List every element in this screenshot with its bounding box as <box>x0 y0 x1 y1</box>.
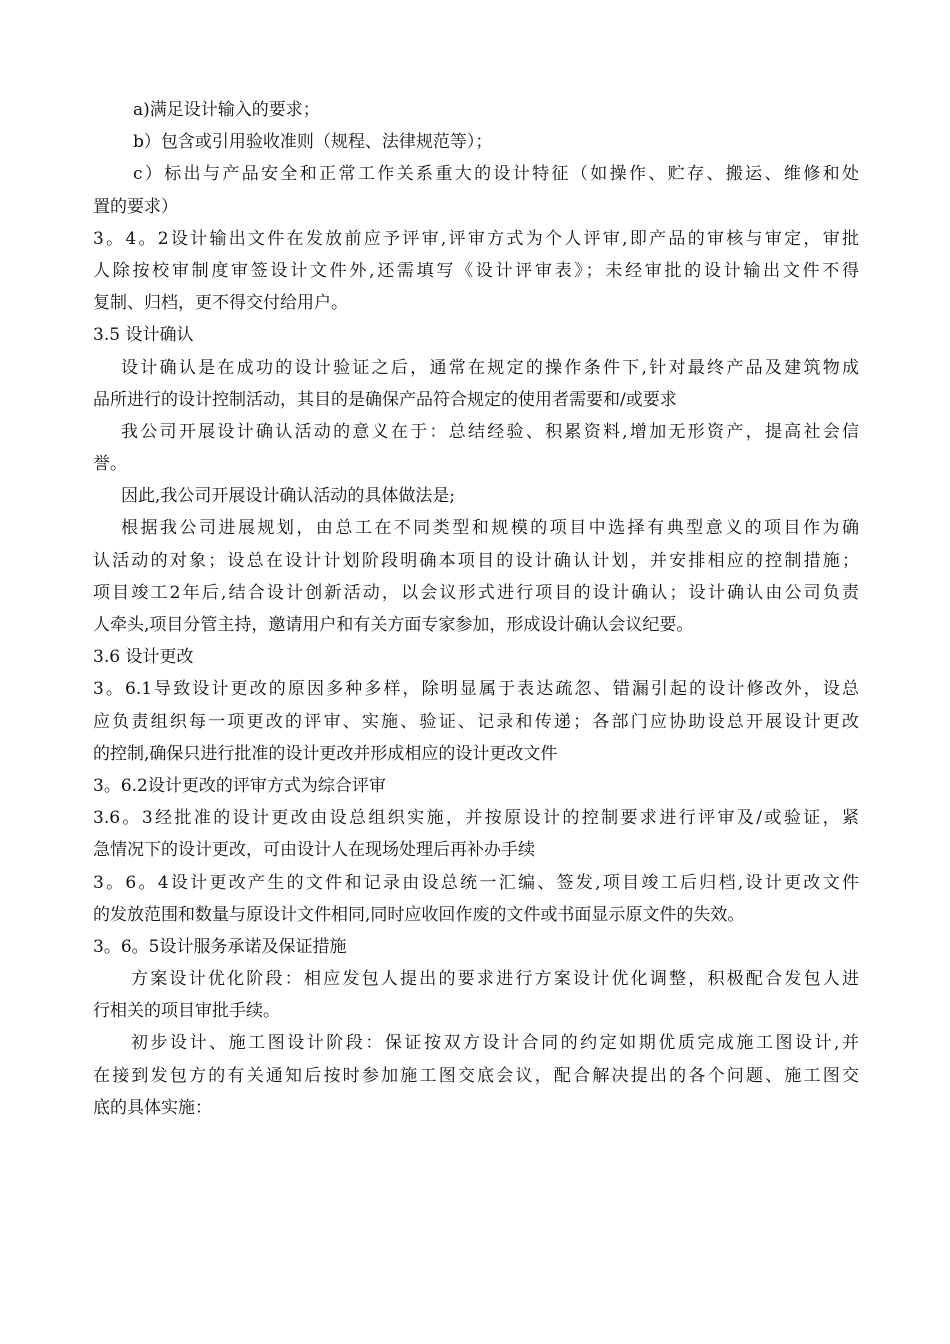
paragraph-significance-line2: 誉。 <box>93 454 127 475</box>
paragraph-scheme-optimization: 方案设计优化阶段：相应发包人提出的要求进行方案设计优化调整，积极配合发包人进 <box>131 969 859 990</box>
paragraph-planning: 根据我公司进展规划，由总工在不同类型和规模的项目中选择有典型意义的项目作为确 <box>121 518 859 539</box>
paragraph-3-6-5: 3。6。5设计服务承诺及保证措施 <box>93 936 347 957</box>
paragraph-significance: 我公司开展设计确认活动的意义在于：总结经验、积累资料,增加无形资产，提高社会信 <box>121 421 859 442</box>
paragraph-3-6-2: 3。6.2设计更改的评审方式为综合评审 <box>93 775 386 796</box>
section-heading-3-6: 3.6 设计更改 <box>93 647 194 668</box>
paragraph-3-6-1-line2: 应负责组织每一项更改的评审、实施、验证、记录和传递；各部门应协助设总开展设计更改 <box>93 711 859 732</box>
section-heading-3-5: 3.5 设计确认 <box>93 325 194 346</box>
paragraph-therefore: 因此,我公司开展设计确认活动的具体做法是; <box>121 486 456 507</box>
paragraph-preliminary-design-line3: 底的具体实施： <box>93 1097 212 1118</box>
paragraph-planning-line4: 人牵头,项目分管主持，邀请用户和有关方面专家参加，形成设计确认会议纪要。 <box>93 615 694 635</box>
paragraph-design-confirmation-line2: 品所进行的设计控制活动，其目的是确保产品符合规定的使用者需要和/或要求 <box>93 389 677 410</box>
paragraph-3-6-4: 3。6。4设计更改产生的文件和记录由设总统一汇编、签发,项目竣工后归档,设计更改文件 <box>93 872 859 893</box>
paragraph-preliminary-design: 初步设计、施工图设计阶段：保证按双方设计合同的约定如期优质完成施工图设计,并 <box>131 1033 859 1054</box>
paragraph-planning-line3: 项目竣工2年后,结合设计创新活动，以会议形式进行项目的设计确认；设计确认由公司负责 <box>93 582 859 603</box>
paragraph-3-6-1: 3。6.1导致设计更改的原因多种多样，除明显属于表达疏忽、错漏引起的设计修改外，设总 <box>93 679 859 700</box>
paragraph-3-6-3: 3.6。3经批准的设计更改由设总组织实施，并按原设计的控制要求进行评审及/或验证，紧 <box>93 808 859 829</box>
paragraph-3-6-1-line3: 的控制,确保只进行批准的设计更改并形成相应的设计更改文件 <box>93 743 558 764</box>
paragraph-3-6-3-line2: 急情况下的设计更改，可由设计人在现场处理后再补办手续 <box>93 840 535 861</box>
list-item-b: b）包含或引用验收准则（规程、法律规范等）； <box>133 132 493 153</box>
paragraph-3-4-2-line3: 复制、归档，更不得交付给用户。 <box>93 293 348 314</box>
paragraph-design-confirmation: 设计确认是在成功的设计验证之后，通常在规定的操作条件下,针对最终产品及建筑物成 <box>121 357 859 378</box>
paragraph-3-4-2: 3。4。2设计输出文件在发放前应予评审,评审方式为个人评审,即产品的审核与审定，审批 <box>93 228 859 249</box>
list-item-c-cont: 置的要求） <box>93 196 178 217</box>
paragraph-planning-line2: 认活动的对象；设总在设计计划阶段明确本项目的设计确认计划，并安排相应的控制措施； <box>93 550 859 571</box>
list-item-c: c）标出与产品安全和正常工作关系重大的设计特征（如操作、贮存、搬运、维修和处 <box>133 164 859 185</box>
paragraph-3-6-4-line2: 的发放范围和数量与原设计文件相同,同时应收回作废的文件或书面显示原文件的失效。 <box>93 904 745 925</box>
document-page <box>93 94 859 1124</box>
list-item-a: a)满足设计输入的要求； <box>133 100 320 120</box>
paragraph-preliminary-design-line2: 在接到发包方的有关通知后按时参加施工图交底会议，配合解决提出的各个问题、施工图交 <box>93 1065 859 1086</box>
paragraph-3-4-2-line2: 人除按校审制度审签设计文件外,还需填写《设计评审表》；未经审批的设计输出文件不得 <box>93 260 859 281</box>
paragraph-scheme-optimization-line2: 行相关的项目审批手续。 <box>93 1001 280 1022</box>
